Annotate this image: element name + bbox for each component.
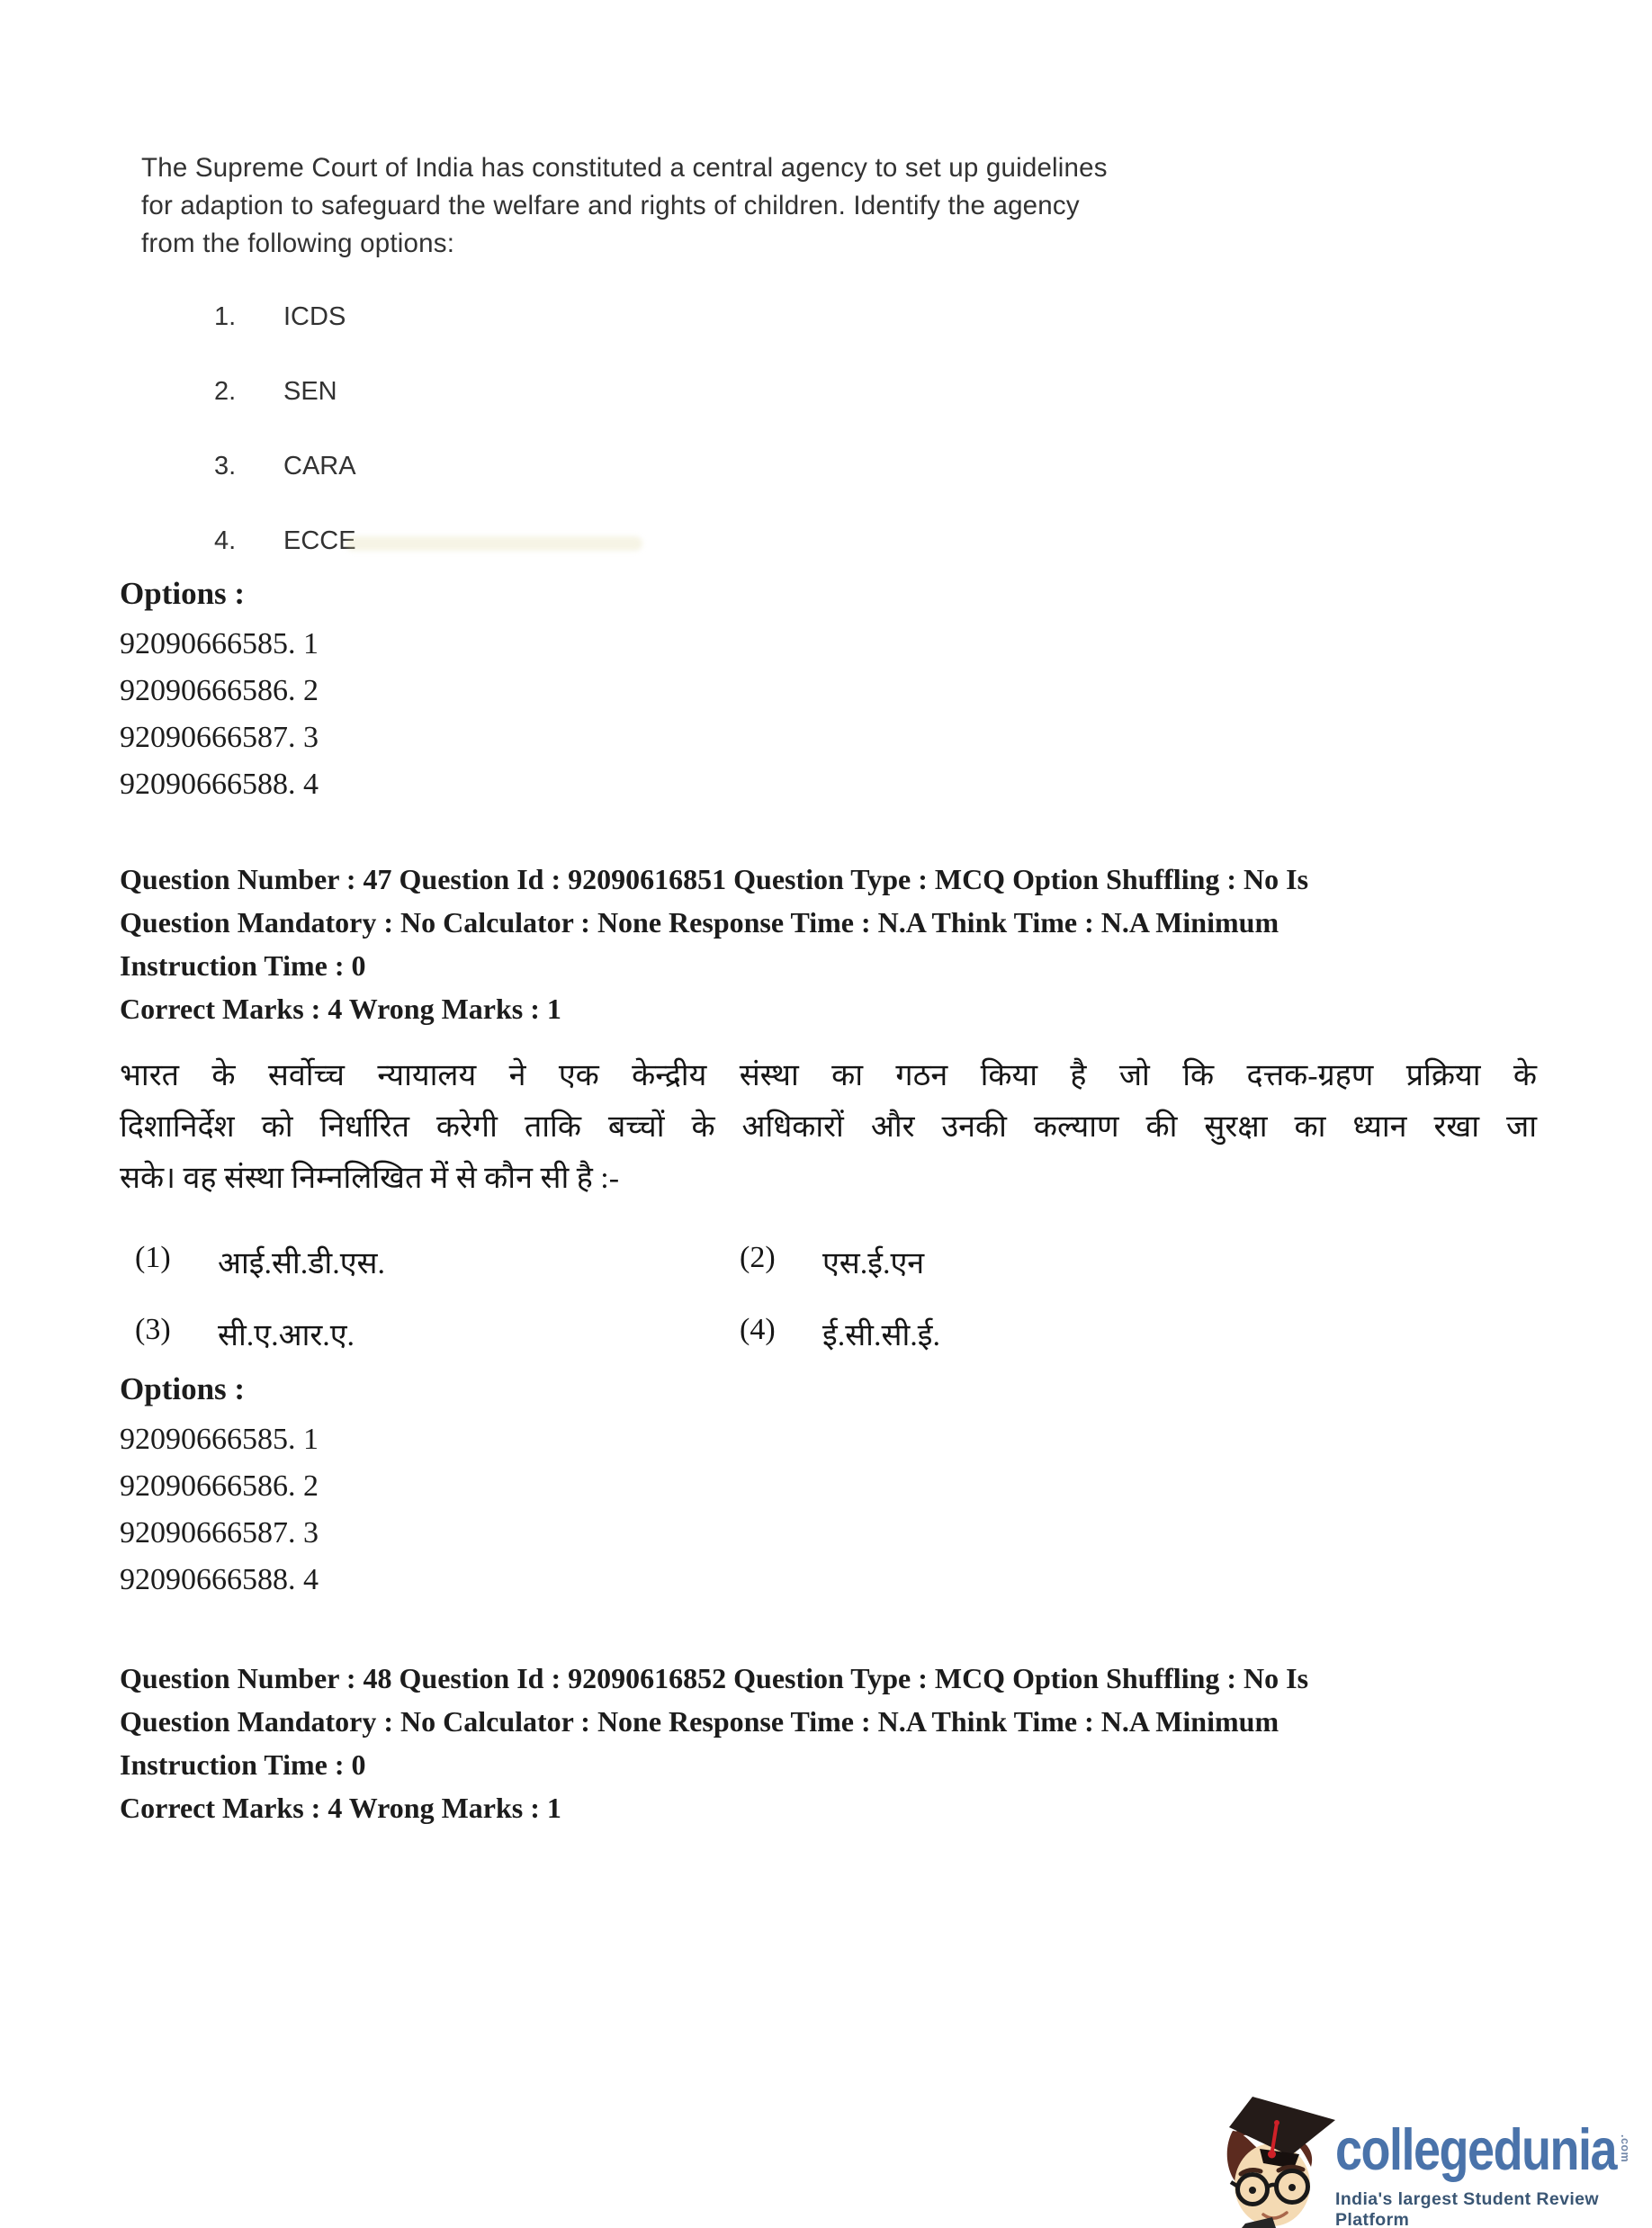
option-id-row: 92090666587. 3	[120, 1516, 319, 1550]
option-id-row: 92090666586. 2	[120, 1469, 319, 1503]
choice-row	[135, 1241, 1485, 1282]
choice-row	[214, 377, 356, 407]
option-id-row: 92090666587. 3	[120, 721, 319, 754]
choice-number: 3.	[214, 452, 237, 481]
choice-cell	[135, 1241, 740, 1282]
option-id-row: 92090666586. 2	[120, 674, 319, 707]
graduate-boy-mascot-icon	[1220, 2097, 1339, 2228]
question-47-metadata	[120, 858, 1595, 1030]
choice-number: (1)	[135, 1241, 171, 1274]
option-id-row: 92090666588. 4	[120, 768, 319, 801]
brand-tagline: India's largest Student Review Platform	[1335, 2189, 1599, 2228]
metadata-line: Question Mandatory : No Calculator : None Response Time : N.A Think Time : N.A Minimum	[120, 906, 1279, 939]
options-id-block	[120, 1371, 319, 1604]
marks-line: Correct Marks : 4 Wrong Marks : 1	[120, 1792, 561, 1824]
options-heading: Options :	[120, 1371, 246, 1406]
choice-number: (4)	[740, 1313, 776, 1346]
marks-line: Correct Marks : 4 Wrong Marks : 1	[120, 993, 561, 1025]
answer-choices-hindi	[135, 1241, 1485, 1385]
choice-label: आई.सी.डी.एस.	[218, 1247, 386, 1280]
choice-label: ICDS	[283, 302, 346, 331]
metadata-line: Question Number : 47 Question Id : 92090616851 Question Type : MCQ Option Shuffling : No Is	[120, 863, 1309, 895]
choice-row	[135, 1313, 1485, 1354]
option-id-row: 92090666588. 4	[120, 1563, 319, 1596]
question-text-english	[141, 149, 1329, 263]
choice-label: SEN	[283, 377, 337, 406]
metadata-line: Instruction Time : 0	[120, 1748, 366, 1781]
choice-cell	[135, 1313, 740, 1354]
question-text-hindi	[120, 1050, 1537, 1204]
question-text-line: दिशानिर्देश को निर्धारित करेगी ताकि बच्चों के अधिकारों और उनकी कल्याण की सुरक्षा का ध्यान रखा जा	[120, 1110, 1537, 1144]
choice-row	[214, 452, 356, 481]
question-text-line: भारत के सर्वोच्च न्यायालय ने एक केन्द्रीय संस्था का गठन किया है जो कि दत्तक-ग्रहण प्रक्रिया के	[120, 1059, 1537, 1092]
answer-choices-english	[214, 302, 356, 601]
scan-artifact	[346, 536, 642, 551]
logo-text-block	[1335, 2117, 1652, 2228]
choice-number: 4.	[214, 526, 237, 555]
choice-label: CARA	[283, 452, 356, 481]
choice-label: एस.ई.एन	[822, 1247, 925, 1280]
brand-name: collegedunia	[1335, 2117, 1617, 2183]
metadata-line: Question Mandatory : No Calculator : None Response Time : N.A Think Time : N.A Minimum	[120, 1705, 1279, 1738]
question-text-line: सके। वह संस्था निम्नलिखित में से कौन सी है :-	[120, 1162, 620, 1195]
question-48-metadata	[120, 1657, 1595, 1829]
option-id-row: 92090666585. 1	[120, 1423, 319, 1456]
choice-cell	[740, 1313, 940, 1354]
choice-number: (2)	[740, 1241, 776, 1274]
choice-number: (3)	[135, 1313, 171, 1346]
collegedunia-logo	[1220, 2097, 1652, 2228]
question-text-line: for adaption to safeguard the welfare and rights of children. Identify the agency	[141, 191, 1080, 220]
choice-number: 2.	[214, 377, 237, 406]
choice-row	[214, 302, 356, 332]
choice-number: 1.	[214, 302, 237, 331]
metadata-line: Question Number : 48 Question Id : 92090616852 Question Type : MCQ Option Shuffling : No Is	[120, 1662, 1309, 1694]
choice-label: ECCE	[283, 526, 356, 555]
options-heading: Options :	[120, 576, 246, 611]
choice-label: सी.ए.आर.ए.	[218, 1319, 355, 1352]
choice-row	[214, 526, 356, 556]
options-id-block	[120, 576, 319, 808]
choice-label: ई.सी.सी.ई.	[822, 1319, 940, 1352]
option-id-row: 92090666585. 1	[120, 627, 319, 660]
brand-suffix: .com	[1619, 2134, 1632, 2163]
question-text-line: from the following options:	[141, 229, 455, 258]
choice-cell	[740, 1241, 924, 1282]
question-text-line: The Supreme Court of India has constituted a central agency to set up guidelines	[141, 153, 1108, 183]
metadata-line: Instruction Time : 0	[120, 949, 366, 982]
